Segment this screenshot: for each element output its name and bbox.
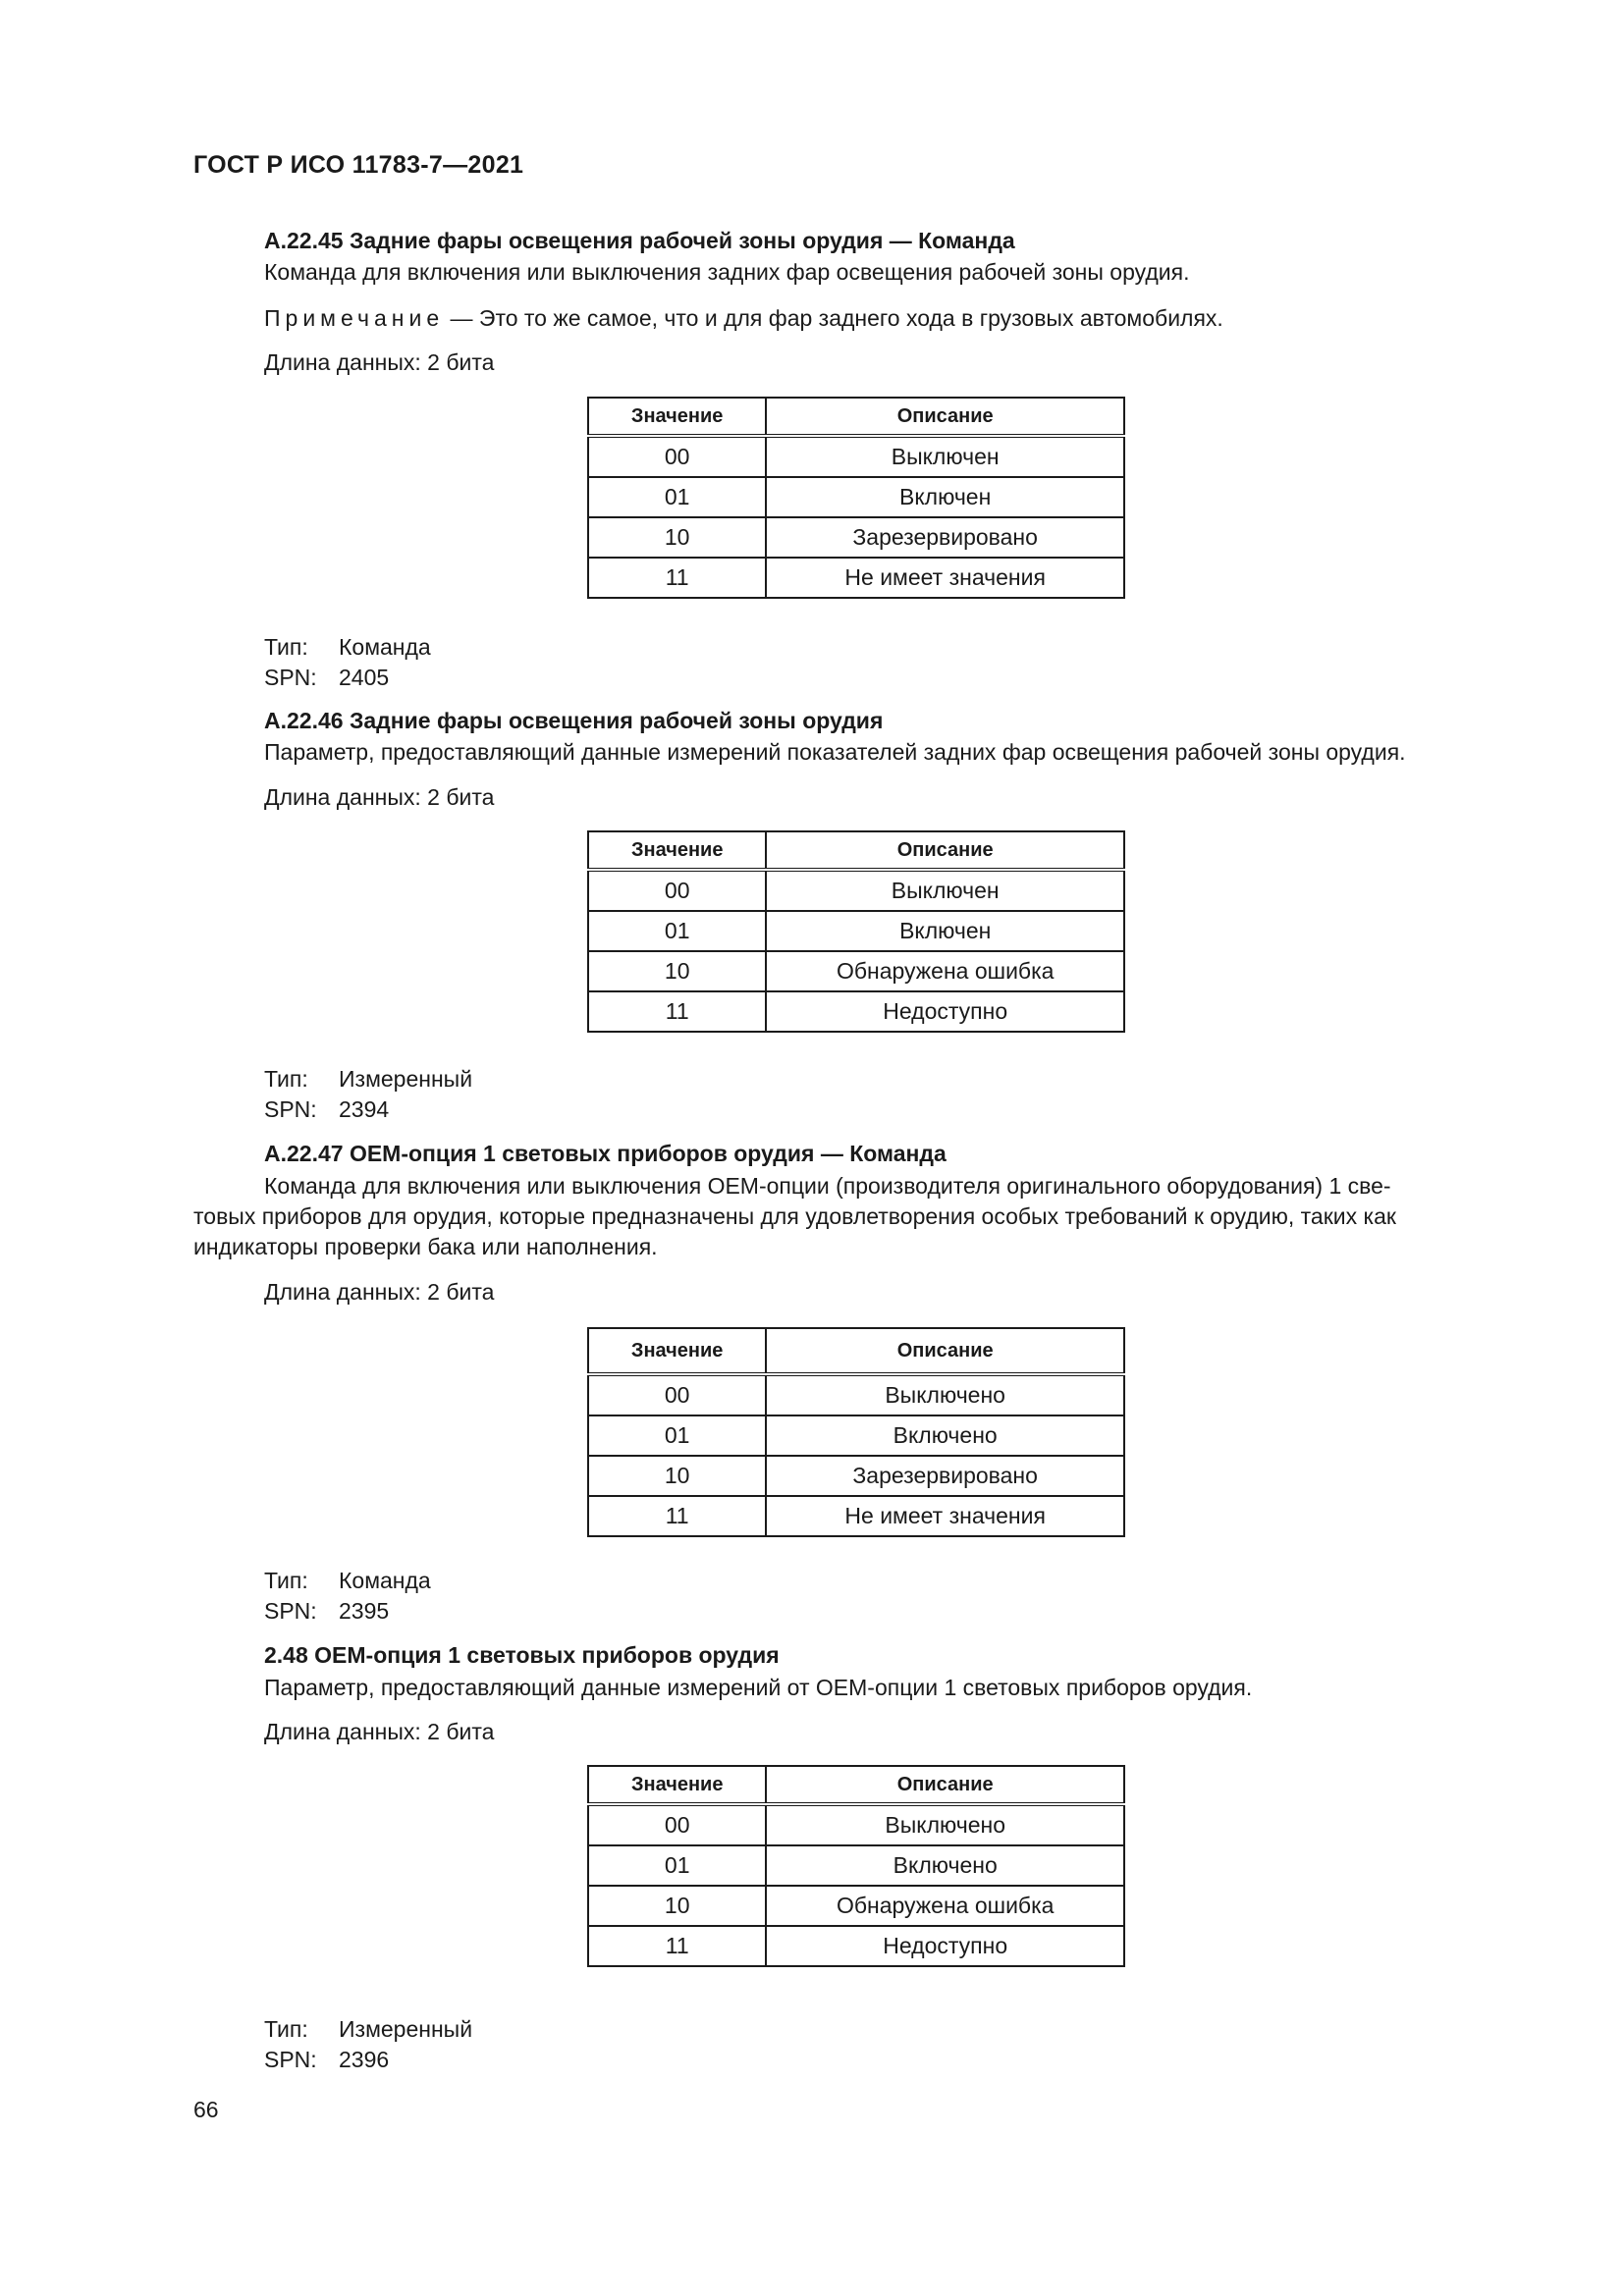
table-row [588,517,1124,558]
cell-value: 00 [588,1804,766,1845]
type-label: Тип: [264,2016,308,2042]
section-title: А.22.47 ОЕМ-опция 1 световых приборов орудия — Команда [264,1141,947,1166]
page-number: 66 [193,2097,219,2122]
note-text: — Это то же самое, что и для фар заднего хода в грузовых автомобилях. [444,305,1223,331]
value-table [587,1327,1125,1537]
cell-value: 10 [588,951,766,991]
cell-description: Включено [766,1415,1124,1456]
table-header-value: Значение [588,1328,766,1374]
type-line [264,1064,472,1095]
cell-description: Выключен [766,436,1124,477]
spn-line [264,2045,389,2075]
spn-line [264,1095,389,1125]
table-header-value: Значение [588,831,766,870]
cell-value: 11 [588,558,766,598]
data-length: Длина данных: 2 бита [264,1719,495,1744]
note-label: Примечание [264,305,445,331]
value-table [587,830,1125,1033]
data-length: Длина данных: 2 бита [264,1279,495,1305]
spn-label: SPN: [264,1096,317,1122]
spn-label: SPN: [264,2047,317,2072]
cell-value: 00 [588,870,766,911]
table-row [588,911,1124,951]
spn-label: SPN: [264,1598,317,1624]
cell-value: 00 [588,436,766,477]
value-table [587,397,1125,599]
table-header-description: Описание [766,1328,1124,1374]
table-row [588,1926,1124,1966]
cell-value: 01 [588,477,766,517]
cell-value: 01 [588,1415,766,1456]
type-label: Тип: [264,634,308,660]
section-text-line: Команда для включения или выключения ОЕМ-опции (производителя оригинального оборудования) 1 све- [264,1173,1391,1199]
cell-value: 11 [588,991,766,1032]
type-value: Команда [339,1568,431,1593]
cell-value: 01 [588,911,766,951]
table-header-description: Описание [766,831,1124,870]
data-length: Длина данных: 2 бита [264,784,495,810]
section-text: Параметр, предоставляющий данные измерений от ОЕМ-опции 1 световых приборов орудия. [264,1675,1253,1700]
cell-description: Зарезервировано [766,517,1124,558]
type-value: Команда [339,634,431,660]
table-row [588,436,1124,477]
cell-value: 00 [588,1374,766,1415]
spn-value: 2396 [339,2047,390,2072]
section-text: Параметр, предоставляющий данные измерений показателей задних фар освещения рабочей зоны орудия. [264,739,1406,765]
cell-description: Включено [766,1845,1124,1886]
type-line [264,2014,472,2045]
value-table [587,1765,1125,1967]
table-header-value: Значение [588,1766,766,1804]
table-row [588,558,1124,598]
cell-description: Не имеет значения [766,1496,1124,1536]
cell-value: 10 [588,1886,766,1926]
section-text-line: индикаторы проверки бака или наполнения. [193,1234,658,1259]
cell-description: Обнаружена ошибка [766,1886,1124,1926]
spn-label: SPN: [264,665,317,690]
type-value: Измеренный [339,1066,473,1092]
table-row [588,870,1124,911]
spn-line [264,663,389,693]
table-row [588,1415,1124,1456]
cell-description: Недоступно [766,1926,1124,1966]
cell-description: Выключено [766,1374,1124,1415]
spn-value: 2395 [339,1598,390,1624]
cell-description: Включен [766,911,1124,951]
type-label: Тип: [264,1568,308,1593]
cell-description: Зарезервировано [766,1456,1124,1496]
note [264,303,1223,334]
table-row [588,1845,1124,1886]
table-row [588,991,1124,1032]
section-text-line: товых приборов для орудия, которые предназначены для удовлетворения особых требований к орудию, таких как [193,1203,1396,1229]
table-row [588,1374,1124,1415]
section-title: А.22.46 Задние фары освещения рабочей зоны орудия [264,708,884,733]
table-row [588,477,1124,517]
table-row [588,1886,1124,1926]
spn-line [264,1596,389,1627]
cell-value: 11 [588,1496,766,1536]
cell-value: 10 [588,1456,766,1496]
data-length: Длина данных: 2 бита [264,349,495,375]
type-line [264,1566,431,1596]
type-line [264,632,431,663]
type-value: Измеренный [339,2016,473,2042]
table-row [588,951,1124,991]
section-title: 2.48 ОЕМ-опция 1 световых приборов орудия [264,1642,780,1668]
spn-value: 2394 [339,1096,390,1122]
section-text: Команда для включения или выключения задних фар освещения рабочей зоны орудия. [264,259,1190,285]
cell-description: Обнаружена ошибка [766,951,1124,991]
document-header: ГОСТ Р ИСО 11783-7—2021 [193,151,524,179]
cell-value: 11 [588,1926,766,1966]
section-title: А.22.45 Задние фары освещения рабочей зоны орудия — Команда [264,228,1015,253]
table-header-description: Описание [766,1766,1124,1804]
cell-description: Недоступно [766,991,1124,1032]
table-header-description: Описание [766,398,1124,436]
table-row [588,1496,1124,1536]
type-label: Тип: [264,1066,308,1092]
cell-value: 10 [588,517,766,558]
cell-value: 01 [588,1845,766,1886]
table-header-value: Значение [588,398,766,436]
cell-description: Выключен [766,870,1124,911]
cell-description: Выключено [766,1804,1124,1845]
cell-description: Включен [766,477,1124,517]
table-row [588,1804,1124,1845]
cell-description: Не имеет значения [766,558,1124,598]
spn-value: 2405 [339,665,390,690]
table-row [588,1456,1124,1496]
